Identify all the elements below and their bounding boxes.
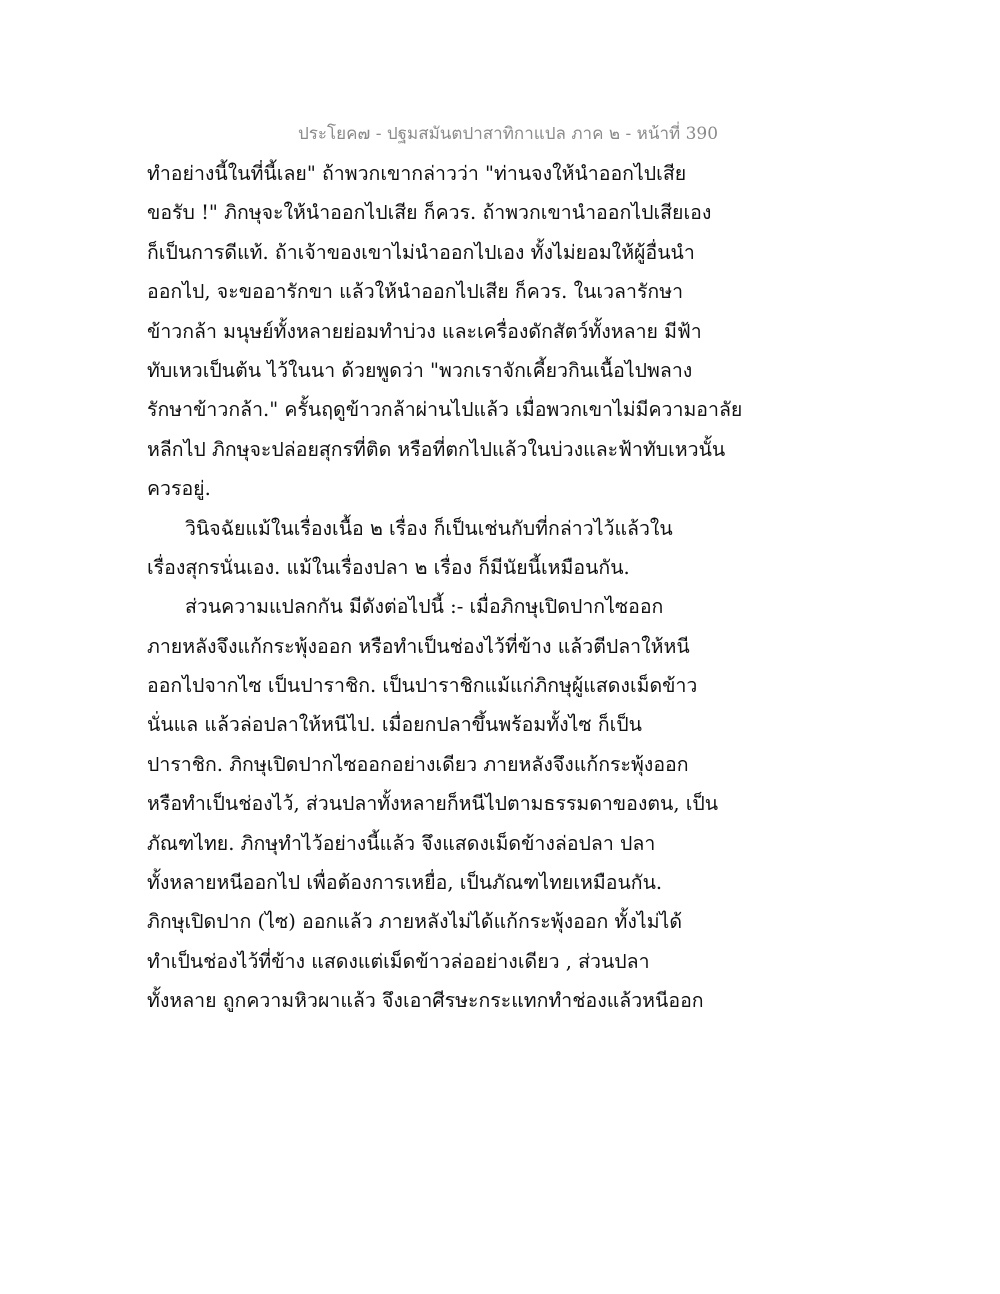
text-line: รักษาข้าวกล้า." ครั้นฤดูข้าวกล้าผ่านไปแล้ว เมื่อพวกเขาไม่มีความอาลัย bbox=[147, 398, 743, 422]
text-line: ข้าวกล้า มนุษย์ทั้งหลายย่อมทำบ่วง และเครื่องดักสัตว์ทั้งหลาย มีฟ้า bbox=[147, 319, 702, 343]
paragraph-first-line: วินิจฉัยแม้ในเรื่องเนื้อ ๒ เรื่อง ก็เป็นเช่นกับที่กล่าวไว้แล้วใน bbox=[185, 516, 673, 540]
text-line: หรือทำเป็นช่องไว้, ส่วนปลาทั้งหลายก็หนีไปตามธรรมดาของตน, เป็น bbox=[147, 792, 719, 816]
paragraph-first-line: ส่วนความแปลกกัน มีดังต่อไปนี้ :- เมื่อภิกษุเปิดปากไซออก bbox=[185, 595, 664, 619]
text-line: ก็เป็นการดีแท้. ถ้าเจ้าของเขาไม่นำออกไปเอง ทั้งไม่ยอมให้ผู้อื่นนำ bbox=[147, 240, 695, 264]
text-line: ออกไปจากไซ เป็นปาราชิก. เป็นปาราชิกแม้แก่ภิกษุผู้แสดงเม็ดข้าว bbox=[147, 674, 698, 698]
text-line: ขอรับ !" ภิกษุจะให้นำออกไปเสีย ก็ควร. ถ้าพวกเขานำออกไปเสียเอง bbox=[147, 201, 712, 225]
body-text bbox=[147, 154, 787, 1021]
text-line: ทำอย่างนี้ในที่นี้เลย" ถ้าพวกเขากล่าวว่า "ท่านจงให้นำออกไปเสีย bbox=[147, 162, 687, 185]
text-line: ปาราชิก. ภิกษุเปิดปากไซออกอย่างเดียว ภายหลังจึงแก้กระพุ้งออก bbox=[147, 752, 689, 776]
text-line: ภายหลังจึงแก้กระพุ้งออก หรือทำเป็นช่องไว้ที่ข้าง แล้วตีปลาให้หนี bbox=[147, 634, 690, 658]
text-line: ทั้งหลาย ถูกความหิวผาแล้ว จึงเอาศีรษะกระแทกทำช่องแล้วหนีออก bbox=[147, 989, 704, 1013]
text-line: หลีกไป ภิกษุจะปล่อยสุกรที่ติด หรือที่ตกไปแล้วในบ่วงและฟ้าทับเหวนั้น bbox=[147, 437, 726, 461]
text-line: ควรอยู่. bbox=[147, 477, 211, 501]
text-line: ทั้งหลายหนีออกไป เพื่อต้องการเหยื่อ, เป็นภัณฑไทยเหมือนกัน. bbox=[147, 871, 663, 895]
text-line: เรื่องสุกรนั่นเอง. แม้ในเรื่องปลา ๒ เรื่อง ก็มีนัยนี้เหมือนกัน. bbox=[147, 555, 630, 579]
text-line: ภัณฑไทย. ภิกษุทำไว้อย่างนี้แล้ว จึงแสดงเม็ดข้างล่อปลา ปลา bbox=[147, 831, 656, 855]
text-line: ภิกษุเปิดปาก (ไซ) ออกแล้ว ภายหลังไม่ได้แก้กระพุ้งออก ทั้งไม่ได้ bbox=[147, 910, 683, 934]
text-line: ออกไป, จะขออารักขา แล้วให้นำออกไปเสีย ก็ควร. ในเวลารักษา bbox=[147, 280, 684, 304]
running-header: ประโยค๗ - ปฐมสมันตปาสาทิกาแปล ภาค ๒ - หน้าที่ 390 bbox=[298, 124, 719, 144]
text-line: ทับเหวเป็นต้น ไว้ในนา ด้วยพูดว่า "พวกเราจักเคี้ยวกินเนื้อไปพลาง bbox=[147, 358, 693, 382]
text-line: นั่นแล แล้วล่อปลาให้หนีไป. เมื่อยกปลาขึ้นพร้อมทั้งไซ ก็เป็น bbox=[147, 713, 643, 737]
text-line: ทำเป็นช่องไว้ที่ข้าง แสดงแต่เม็ดข้าวล่ออย่างเดียว , ส่วนปลา bbox=[147, 949, 650, 973]
